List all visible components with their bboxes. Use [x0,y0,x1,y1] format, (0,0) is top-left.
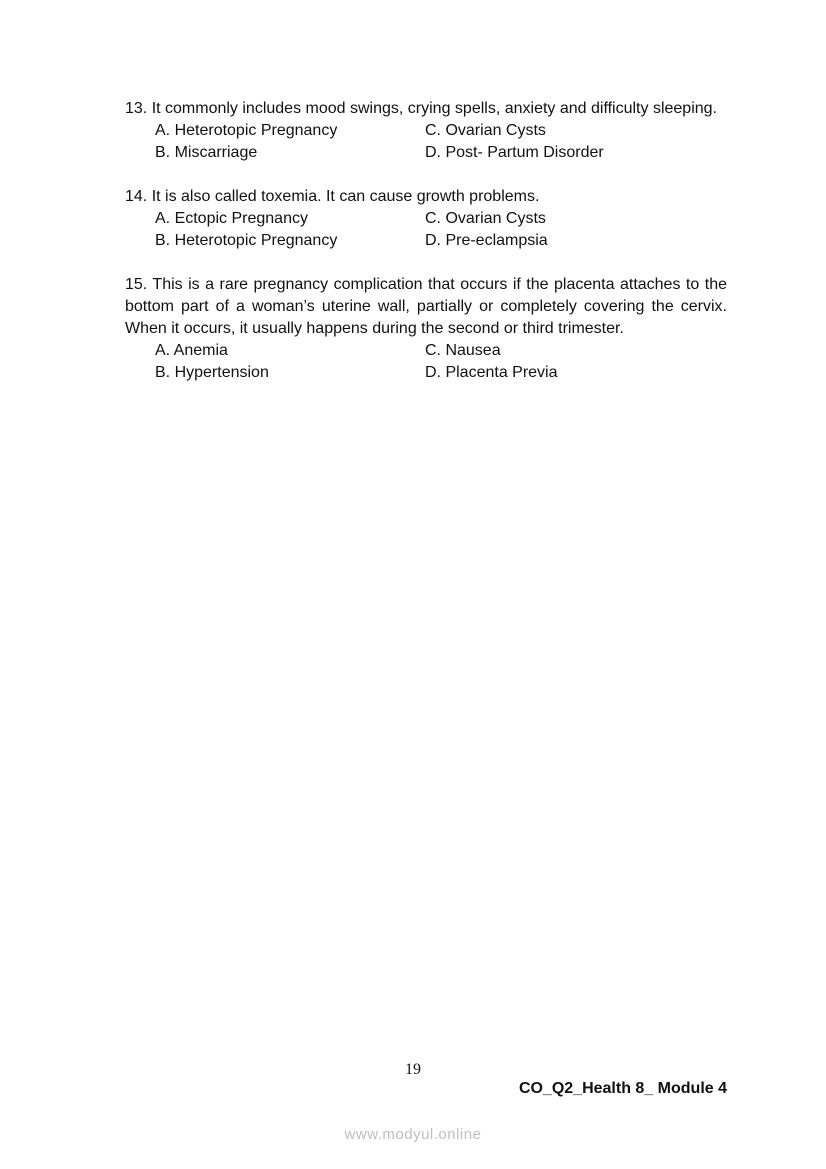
question-13 [125,98,727,164]
choice-c: C. Ovarian Cysts [425,122,546,139]
choice-d: D. Pre-eclampsia [425,232,548,249]
question-15 [125,274,727,384]
choice-c: C. Ovarian Cysts [425,210,546,227]
module-code: CO_Q2_Health 8_ Module 4 [518,1080,727,1097]
choice-d: D. Post- Partum Disorder [425,144,604,161]
choice-c: C. Nausea [425,342,501,359]
choice-b: B. Hypertension [155,364,269,381]
question-list [125,98,727,406]
choice-d: D. Placenta Previa [425,364,558,381]
question-14 [125,186,727,252]
choice-grid [125,340,727,384]
choice-grid [125,120,727,164]
page-number: 19 [405,1061,421,1078]
choice-b: B. Heterotopic Pregnancy [155,232,338,249]
choice-grid [125,208,727,252]
choice-a: A. Ectopic Pregnancy [155,210,308,227]
choice-a: A. Heterotopic Pregnancy [155,122,338,139]
question-stem: 13. It commonly includes mood swings, crying spells, anxiety and difficulty sleeping. [125,100,717,117]
question-stem: 15. This is a rare pregnancy complication that occurs if the placenta attaches to the bottom part of a woman’s uterine wall, partially or completely covering the cervix. When it occurs, it usually happens during the second or third trimester. [125,276,727,337]
question-stem: 14. It is also called toxemia. It can cause growth problems. [125,188,540,205]
watermark: www.modyul.online [344,1126,482,1143]
choice-b: B. Miscarriage [155,144,258,161]
choice-a: A. Anemia [155,342,228,359]
